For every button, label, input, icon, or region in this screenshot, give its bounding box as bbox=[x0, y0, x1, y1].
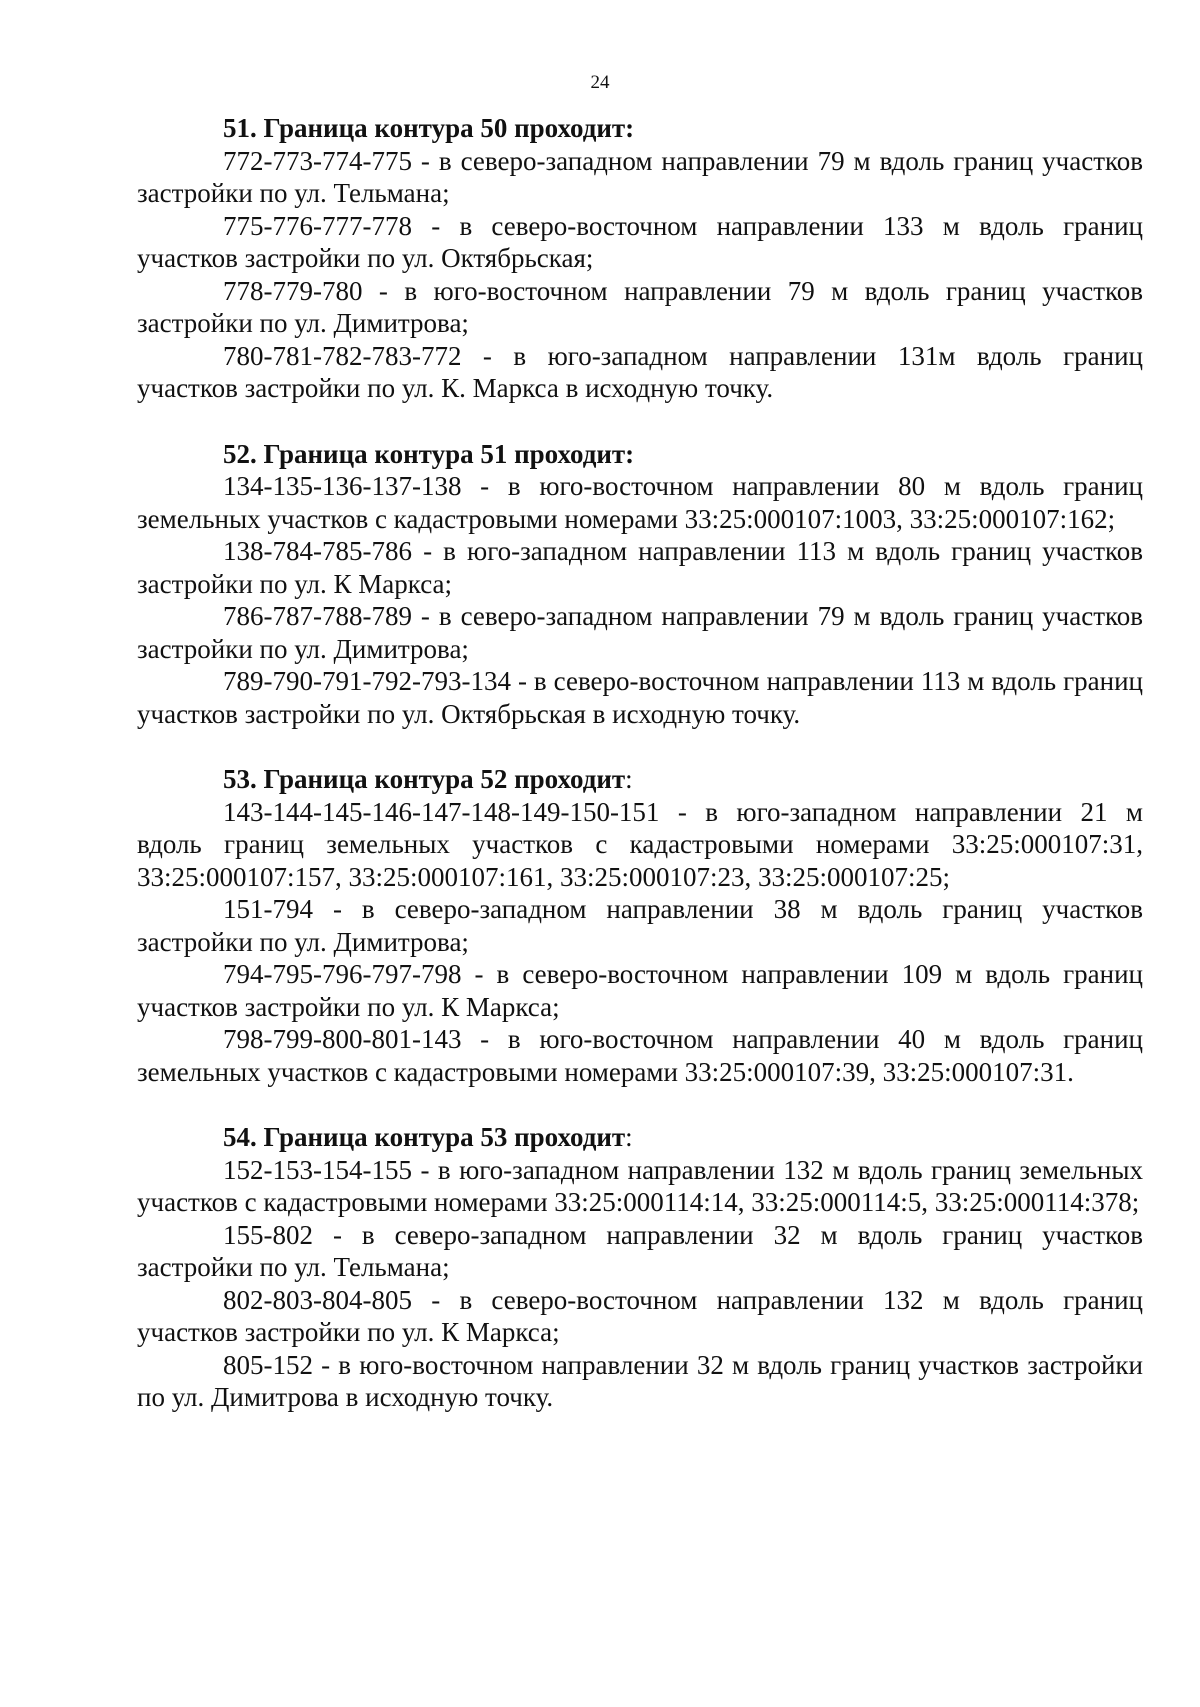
section-heading-text: 54. Граница контура 53 проходит bbox=[223, 1122, 626, 1152]
section-heading bbox=[137, 1121, 1143, 1154]
boundary-paragraph: 143-144-145-146-147-148-149-150-151 - в юго-западном направлении 21 м вдоль границ земельных участков с кадастровыми номерами 33:25:000107:31, 33:25:000107:157, 33:25:000107:161, 33:25:000107:23, 33:25:000107:25; bbox=[137, 796, 1143, 892]
boundary-paragraph: 772-773-774-775 - в северо-западном направлении 79 м вдоль границ участков застройки по ул. Тельмана; bbox=[137, 145, 1143, 208]
boundary-paragraph: 794-795-796-797-798 - в северо-восточном направлении 109 м вдоль границ участков застройки по ул. К Маркса; bbox=[137, 959, 1143, 1022]
boundary-paragraph: 778-779-780 - в юго-восточном направлении 79 м вдоль границ участков застройки по ул. Димитрова; bbox=[137, 275, 1143, 338]
boundary-paragraph: 775-776-777-778 - в северо-восточном направлении 133 м вдоль границ участков застройки по ул. Октябрьская; bbox=[137, 210, 1143, 273]
boundary-paragraph: 134-135-136-137-138 - в юго-восточном направлении 80 м вдоль границ земельных участков с кадастровыми номерами 33:25:000107:1003, 33:25:000107:162; bbox=[137, 471, 1143, 534]
section-heading bbox=[137, 763, 1143, 796]
boundary-paragraph: 152-153-154-155 - в юго-западном направлении 132 м вдоль границ земельных участков с кадастровыми номерами 33:25:000114:14, 33:25:000114:5, 33:25:000114:378; bbox=[137, 1154, 1143, 1217]
section-54 bbox=[137, 1121, 1143, 1414]
section-heading-text: 51. Граница контура 50 проходит: bbox=[223, 113, 635, 143]
page-number: 24 bbox=[590, 72, 610, 93]
boundary-paragraph: 780-781-782-783-772 - в юго-западном направлении 131м вдоль границ участков застройки по ул. К. Маркса в исходную точку. bbox=[137, 340, 1143, 403]
boundary-paragraph: 802-803-804-805 - в северо-восточном направлении 132 м вдоль границ участков застройки по ул. К Маркса; bbox=[137, 1284, 1143, 1347]
section-heading bbox=[137, 112, 1143, 145]
boundary-paragraph: 786-787-788-789 - в северо-западном направлении 79 м вдоль границ участков застройки по ул. Димитрова; bbox=[137, 601, 1143, 664]
section-heading-suffix: : bbox=[625, 764, 633, 794]
section-52 bbox=[137, 438, 1143, 731]
document-body bbox=[137, 112, 1143, 1447]
section-heading-text: 52. Граница контура 51 проходит: bbox=[223, 438, 635, 469]
section-heading bbox=[137, 438, 1143, 471]
section-51 bbox=[137, 112, 1143, 405]
section-53 bbox=[137, 763, 1143, 1088]
boundary-paragraph: 155-802 - в северо-западном направлении 32 м вдоль границ участков застройки по ул. Тельмана; bbox=[137, 1219, 1143, 1282]
section-heading-text: 53. Граница контура 52 проходит bbox=[223, 764, 626, 794]
boundary-paragraph: 805-152 - в юго-восточном направлении 32 м вдоль границ участков застройки по ул. Димитрова в исходную точку. bbox=[137, 1349, 1143, 1412]
boundary-paragraph: 798-799-800-801-143 - в юго-восточном направлении 40 м вдоль границ земельных участков с кадастровыми номерами 33:25:000107:39, 33:25:000107:31. bbox=[137, 1024, 1143, 1087]
boundary-paragraph: 138-784-785-786 - в юго-западном направлении 113 м вдоль границ участков застройки по ул. К Маркса; bbox=[137, 536, 1143, 599]
boundary-paragraph: 151-794 - в северо-западном направлении 38 м вдоль границ участков застройки по ул. Димитрова; bbox=[137, 894, 1143, 957]
boundary-paragraph: 789-790-791-792-793-134 - в северо-восточном направлении 113 м вдоль границ участков застройки по ул. Октябрьская в исходную точку. bbox=[137, 666, 1143, 729]
section-heading-suffix: : bbox=[625, 1122, 633, 1152]
